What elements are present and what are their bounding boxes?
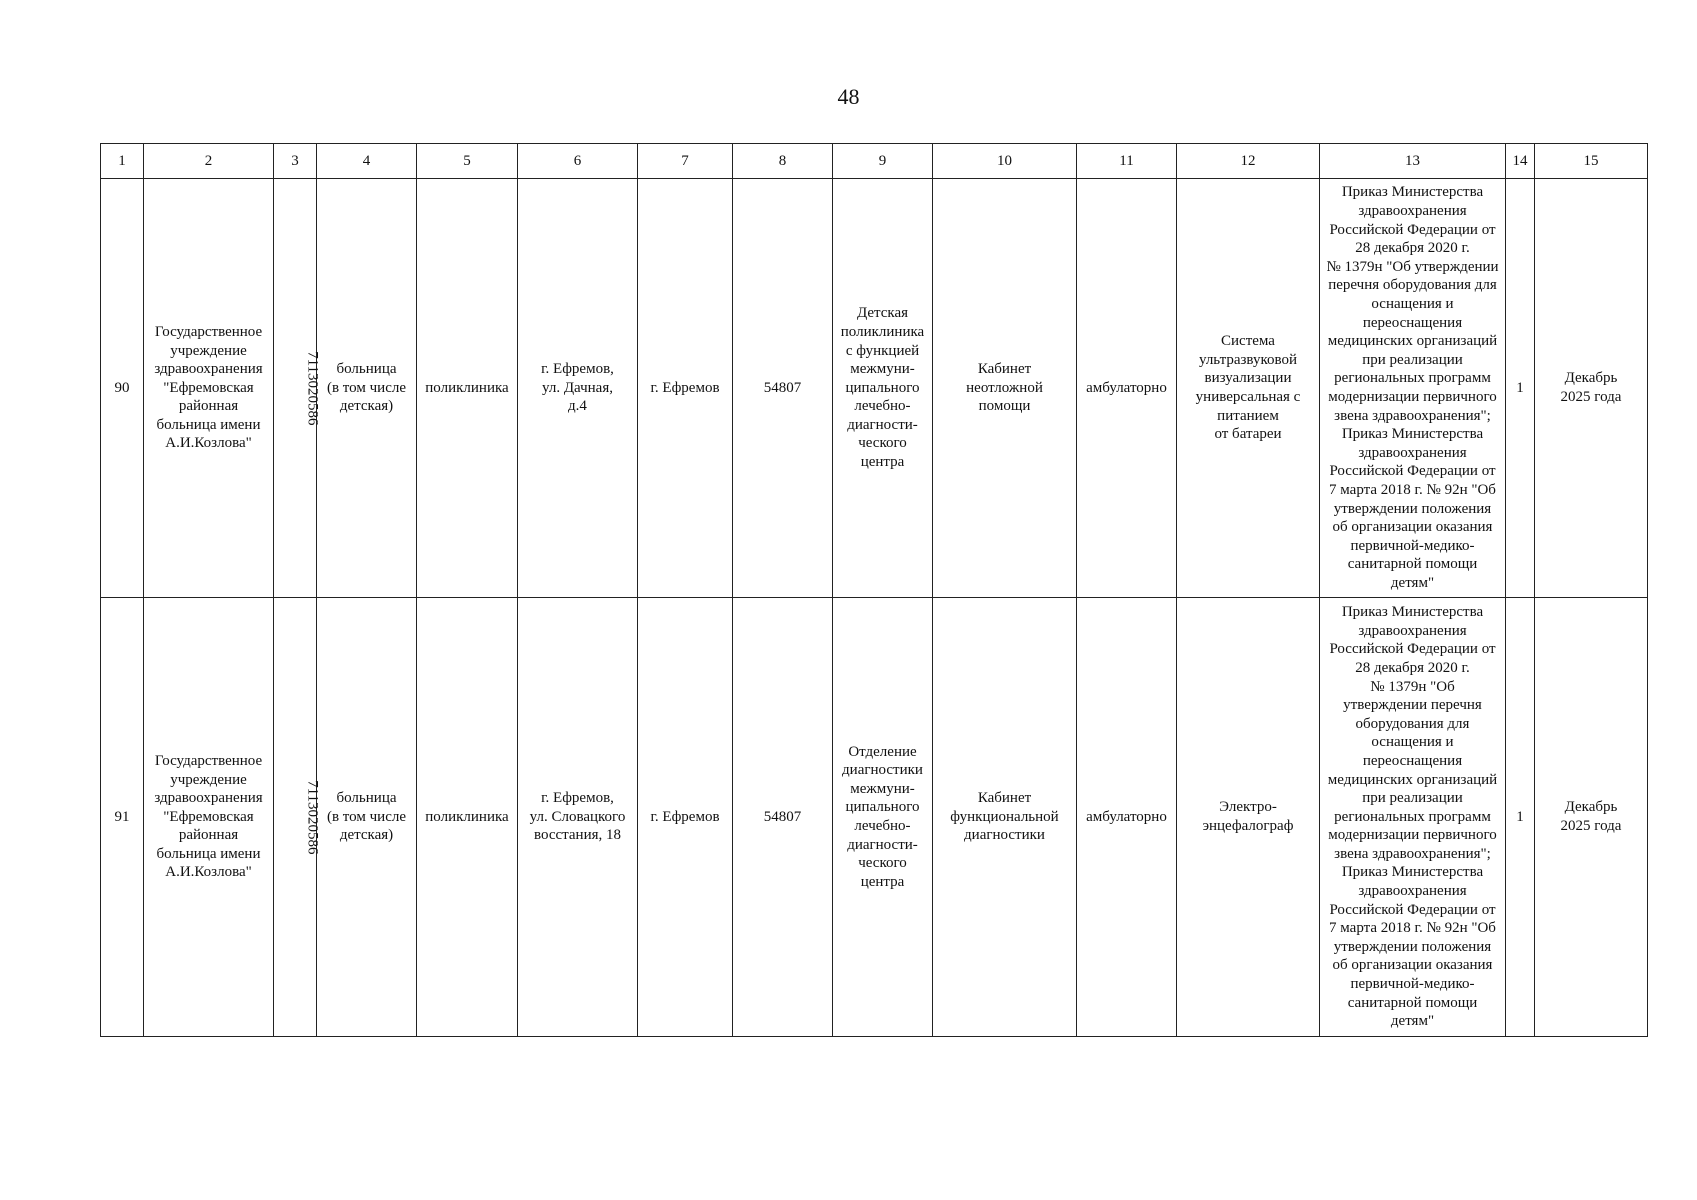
subdivision-type: поликлиника [417,598,518,1037]
organization-name: Государственное учреждение здравоохранения "Ефремовская районная больница имени А.И.Козлова" [144,179,274,598]
population: 54807 [733,598,833,1037]
locality: г. Ефремов [638,598,733,1037]
column-number: 10 [933,144,1077,179]
legal-basis: Приказ Министерства здравоохранения Российской Федерации от 28 декабря 2020 г. № 1379н "Об утверждении перечня оборудования для оснащения и переоснащения медицинских организаций при реализации региональных программ модернизации первичного звена здравоохранения"; Приказ Министерства здравоохранения Российской Федерации от 7 марта 2018 г. № 92н "Об утверждении положения об организации оказания первичной-медико- санитарной помощи детям" [1320,598,1506,1037]
equipment-name: Электро- энцефалограф [1177,598,1320,1037]
care-condition: амбулаторно [1077,179,1177,598]
column-number: 3 [274,144,317,179]
column-number: 9 [833,144,933,179]
column-number: 2 [144,144,274,179]
column-number: 8 [733,144,833,179]
column-number: 13 [1320,144,1506,179]
column-number-row [101,144,1648,179]
inn-value: 7113020586 [304,350,321,426]
cabinet: Кабинет неотложной помощи [933,179,1077,598]
column-number: 15 [1535,144,1648,179]
row-number: 91 [101,598,144,1037]
delivery-date: Декабрь 2025 года [1535,179,1648,598]
subdivision-type: поликлиника [417,179,518,598]
row-number: 90 [101,179,144,598]
column-number: 7 [638,144,733,179]
quantity: 1 [1506,179,1535,598]
table-row [101,598,1648,1037]
column-number: 1 [101,144,144,179]
page-number: 48 [837,84,860,109]
column-number: 11 [1077,144,1177,179]
equipment-table [100,143,1648,1037]
locality: г. Ефремов [638,179,733,598]
organization-type: больница (в том числе детская) [317,598,417,1037]
inn-cell [274,179,321,598]
inn-value: 7113020586 [304,779,321,855]
legal-basis: Приказ Министерства здравоохранения Российской Федерации от 28 декабря 2020 г. № 1379н "Об утверждении перечня оборудования для оснащения и переоснащения медицинских организаций при реализации региональных программ модернизации первичного звена здравоохранения"; Приказ Министерства здравоохранения Российской Федерации от 7 марта 2018 г. № 92н "Об утверждении положения об организации оказания первичной-медико- санитарной помощи детям" [1320,179,1506,598]
address: г. Ефремов, ул. Дачная, д.4 [518,179,638,598]
column-number: 5 [417,144,518,179]
population: 54807 [733,179,833,598]
equipment-name: Система ультразвуковой визуализации универсальная с питанием от батареи [1177,179,1320,598]
inn-cell [274,598,321,1037]
cabinet: Кабинет функциональной диагностики [933,598,1077,1037]
table-row [101,179,1648,598]
column-number: 6 [518,144,638,179]
department: Детская поликлиника с функцией межмуни- ципального лечебно- диагности- ческого центра [833,179,933,598]
organization-name: Государственное учреждение здравоохранения "Ефремовская районная больница имени А.И.Козлова" [144,598,274,1037]
column-number: 12 [1177,144,1320,179]
address: г. Ефремов, ул. Словацкого восстания, 18 [518,598,638,1037]
department: Отделение диагностики межмуни- ципального лечебно- диагности- ческого центра [833,598,933,1037]
organization-type: больница (в том числе детская) [317,179,417,598]
column-number: 4 [317,144,417,179]
care-condition: амбулаторно [1077,598,1177,1037]
column-number: 14 [1506,144,1535,179]
delivery-date: Декабрь 2025 года [1535,598,1648,1037]
quantity: 1 [1506,598,1535,1037]
